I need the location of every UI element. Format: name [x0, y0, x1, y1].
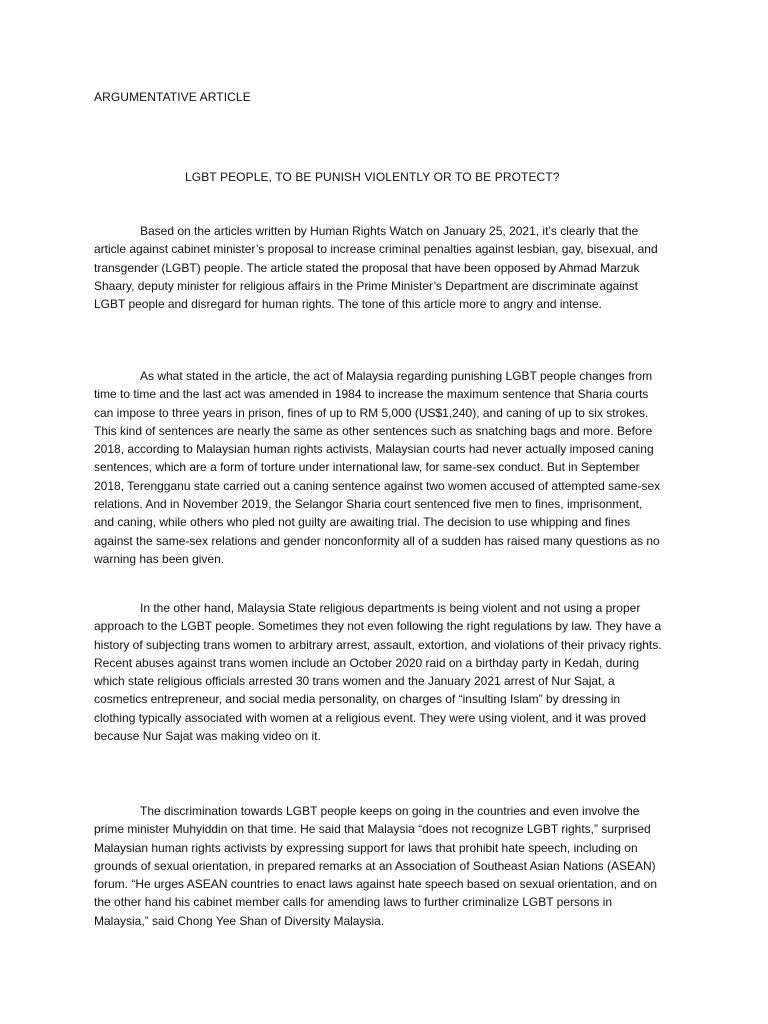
document-label: ARGUMENTATIVE ARTICLE [94, 90, 251, 104]
paragraph-3: In the other hand, Malaysia State religious departments is being violent and not using a proper approach to the LGBT people. Sometimes they not even following the right regulations by law. They have a history of subjecting trans women to arbitrary arrest, assault, extortion, and violations of their privacy rights. Recent abuses against trans women include an October 2020 raid on a birthday party in Kedah, during which state religious officials arrested 30 trans women and the January 2021 arrest of Nur Sajat, a cosmetics entrepreneur, and social media personality, on charges of “insulting Islam” by dressing in clothing typically associated with women at a religious event. They were using violent, and it was proved because Nur Sajat was making video on it. [94, 601, 662, 744]
paragraph-4: The discrimination towards LGBT people keeps on going in the countries and even involve the prime minister Muhyiddin on that time. He said that Malaysia “does not recognize LGBT rights,” surprised Malaysian human rights activists by expressing support for laws that prohibit hate speech, including on grounds of sexual orientation, in prepared remarks at an Association of Southeast Asian Nations (ASEAN) forum. “He urges ASEAN countries to enact laws against hate speech based on sexual orientation, and on the other hand his cabinet member calls for amending laws to further criminalize LGBT persons in Malaysia,” said Chong Yee Shan of Diversity Malaysia. [94, 804, 658, 928]
paragraph-1: Based on the articles written by Human Rights Watch on January 25, 2021, it’s clearly that the article against cabinet minister’s proposal to increase criminal penalties against lesbian, gay, bisexual, and transgender (LGBT) people. The article stated the proposal that have been opposed by Ahmad Marzuk Shaary, deputy minister for religious affairs in the Prime Minister’s Department are discriminate against LGBT people and disregard for human rights. The tone of this article more to angry and intense. [94, 224, 658, 312]
paragraph-2: As what stated in the article, the act of Malaysia regarding punishing LGBT people changes from time to time and the last act was amended in 1984 to increase the maximum sentence that Sharia courts can impose to three years in prison, fines of up to RM 5,000 (US$1,240), and caning of up to six strokes. This kind of sentences are nearly the same as other sentences such as snatching bags and more. Before 2018, according to Malaysian human rights activists, Malaysian courts had never actually imposed caning sentences, which are a form of torture under international law, for same-sex conduct. But in September 2018, Terengganu state carried out a caning sentence against two women accused of attempted same-sex relations. And in November 2019, the Selangor Sharia court sentenced five men to fines, imprisonment, and caning, while others who pled not guilty are awaiting trial. The decision to use whipping and fines against the same-sex relations and gender nonconformity all of a sudden has raised many questions as no warning has been given. [94, 369, 661, 566]
document-title: LGBT PEOPLE, TO BE PUNISH VIOLENTLY OR TO BE PROTECT? [185, 170, 560, 184]
